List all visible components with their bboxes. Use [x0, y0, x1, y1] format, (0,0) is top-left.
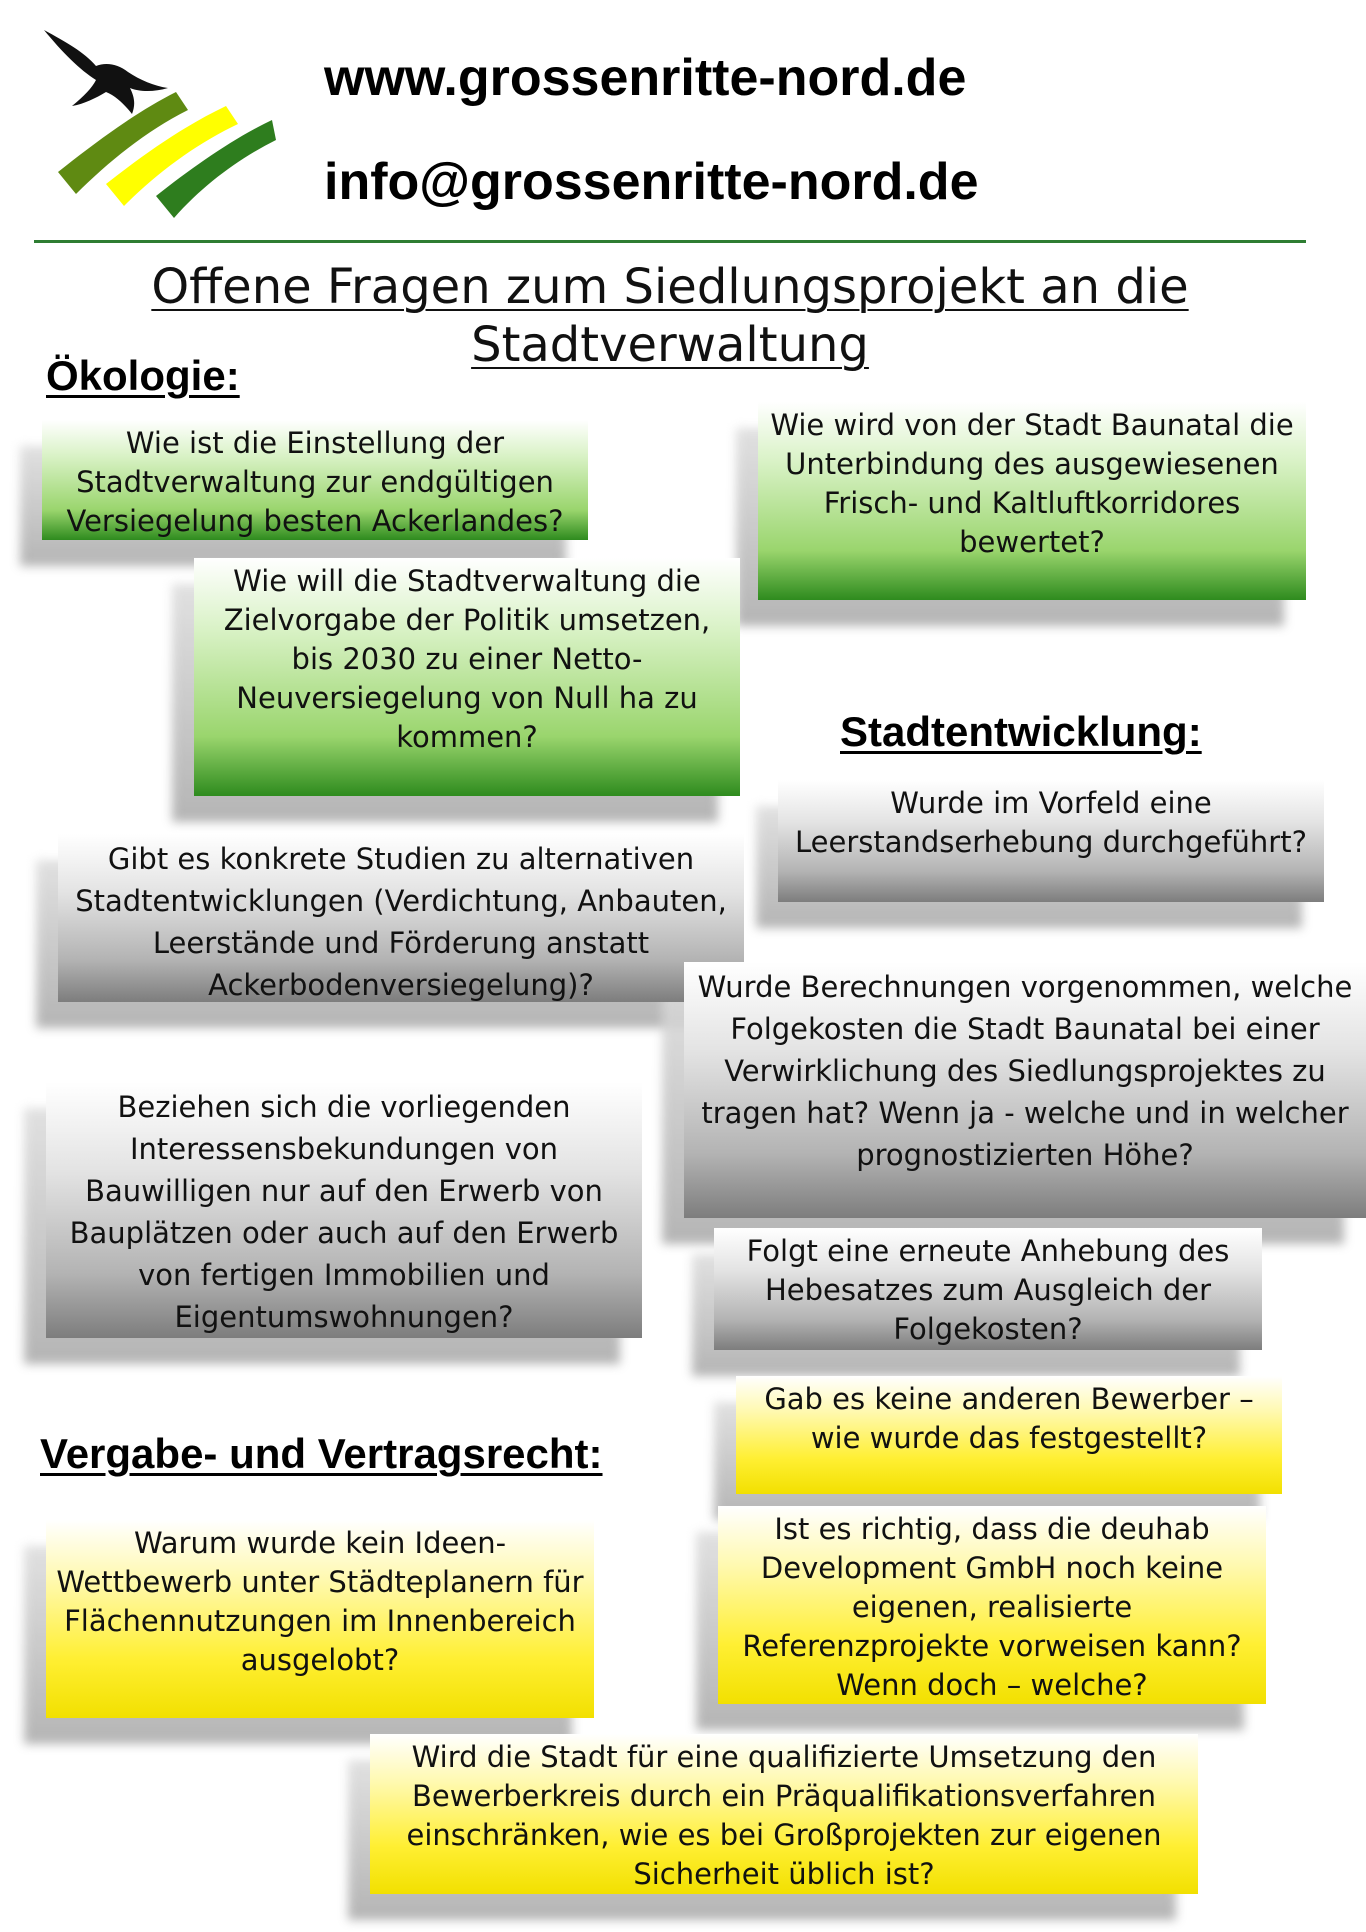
question-card-2: [758, 402, 1306, 600]
section-vergabe: Vergabe- und Vertragsrecht:: [40, 1430, 603, 1477]
question-text: Wird die Stadt für eine qualifizierte Umsetzung den Bewerberkreis durch ein Präqualifikationsverfahren einschränken, wie es bei Großprojekten zur eigenen Sicherheit üblich ist?: [406, 1740, 1162, 1891]
question-text: Wie wird von der Stadt Baunatal die Unterbindung des ausgewiesenen Frisch- und Kaltluftkorridores bewertet?: [770, 408, 1294, 559]
question-text: Warum wurde kein Ideen-Wettbewerb unter Städteplanern für Flächennutzungen im Innenbereich ausgelobt?: [56, 1526, 584, 1677]
section-stadtentwicklung: Stadtentwicklung:: [840, 708, 1202, 755]
question-card-9: [736, 1376, 1282, 1494]
website-url[interactable]: www.grossenritte-nord.de: [324, 49, 967, 107]
question-text: Gab es keine anderen Bewerber – wie wurde das festgestellt?: [764, 1382, 1254, 1455]
section-oekologie: Ökologie:: [46, 352, 240, 399]
title-line-2: Stadtverwaltung: [471, 317, 869, 373]
question-text: Folgt eine erneute Anhebung des Hebesatzes zum Ausgleich der Folgekosten?: [746, 1234, 1230, 1346]
title-line-1: Offene Fragen zum Siedlungsprojekt an die: [151, 259, 1189, 315]
question-card-11: [718, 1506, 1266, 1704]
question-text: Wurde im Vorfeld eine Leerstandserhebung durchgeführt?: [795, 786, 1307, 859]
email-address[interactable]: info@grossenritte-nord.de: [324, 153, 979, 211]
question-card-1: [42, 420, 588, 540]
question-text: Wie will die Stadtverwaltung die Zielvorgabe der Politik umsetzen, bis 2030 zu einer Netto-Neuversiegelung von Null ha zu kommen?: [223, 564, 711, 754]
question-text: Gibt es konkrete Studien zu alternativen Stadtentwicklungen (Verdichtung, Anbauten, Leerstände und Förderung anstatt Ackerbodenversiegelung)?: [75, 842, 727, 1002]
question-card-3: [194, 558, 740, 796]
question-text: Wurde Berechnungen vorgenommen, welche Folgekosten die Stadt Baunatal bei einer Verwirklichung des Siedlungsprojektes zu tragen hat? Wenn ja - welche und in welcher prognostizierten Höhe?: [697, 970, 1353, 1172]
question-text: Ist es richtig, dass die deuhab Development GmbH noch keine eigenen, realisierte Referenzprojekte vorweisen kann? Wenn doch – welche?: [742, 1512, 1242, 1702]
question-card-10: [46, 1520, 594, 1718]
question-text: Beziehen sich die vorliegenden Interessensbekundungen von Bauwilligen nur auf den Erwerb von Bauplätzen oder auch auf den Erwerb von fertigen Immobilien und Eigentumswohnungen?: [69, 1090, 619, 1334]
question-card-12: [370, 1734, 1198, 1894]
header-divider: [34, 240, 1306, 243]
logo-icon: [36, 22, 276, 222]
question-card-8: [714, 1228, 1262, 1350]
question-card-4: [778, 780, 1324, 902]
question-card-5: [58, 834, 744, 1002]
question-card-7: [46, 1082, 642, 1338]
question-text: Wie ist die Einstellung der Stadtverwaltung zur endgültigen Versiegelung besten Ackerlandes?: [66, 426, 564, 538]
question-card-6: [684, 962, 1366, 1218]
